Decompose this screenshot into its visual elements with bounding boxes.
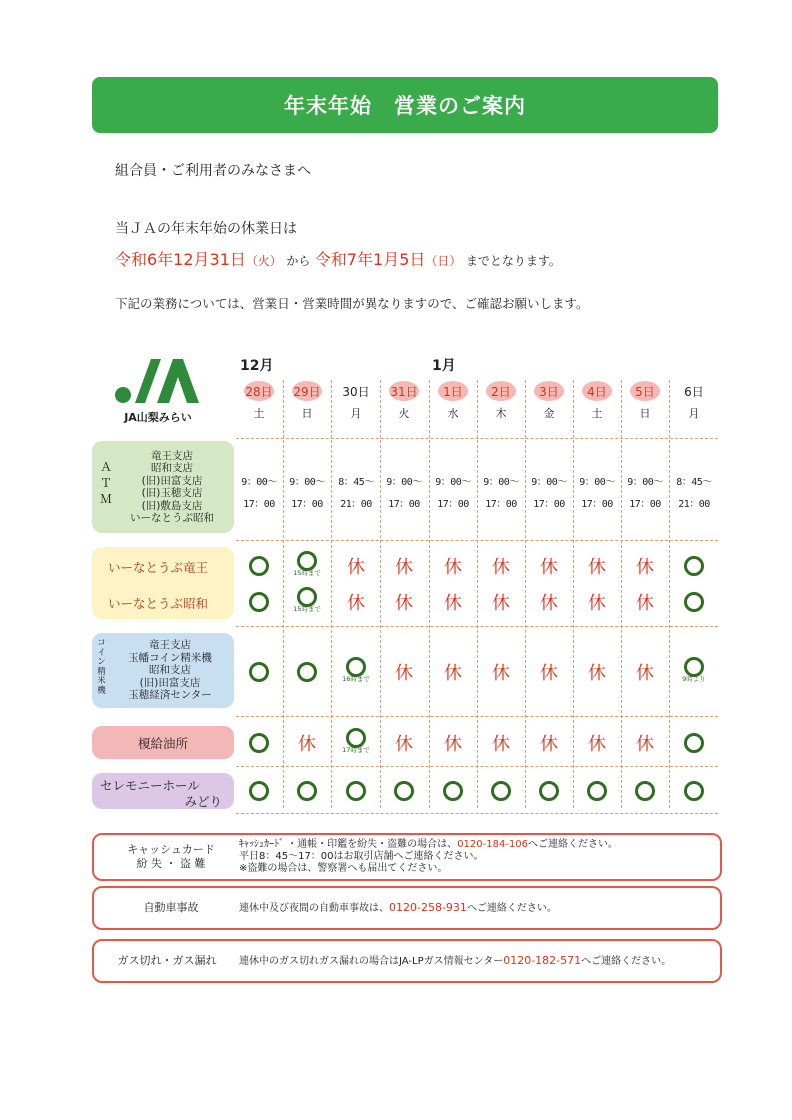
info-box-car: [92, 886, 722, 930]
open-circle-icon: [297, 781, 317, 801]
closed-mark: [479, 660, 523, 684]
atm-open-time: 9：00～: [386, 477, 422, 488]
atm-close-time: 17：00: [243, 499, 275, 510]
atm-open-time: 9：00～: [627, 477, 663, 488]
info-text-pre: 連休中のガス切れガス漏れの場合はJA-LPガス情報センター: [239, 956, 504, 967]
atm-close-time: 17：00: [291, 499, 323, 510]
closed-text: 休: [492, 663, 510, 684]
open-mark: [237, 554, 281, 578]
weekday-cell: 木: [495, 407, 507, 420]
info-tel-gas[interactable]: 0120-182-571: [503, 954, 582, 967]
open-mark: [382, 779, 426, 803]
weekday-cell: 月: [350, 407, 362, 420]
date-cell: 30日: [342, 384, 370, 399]
atm-close-time: 17：00: [533, 499, 565, 510]
hours-note: 15時まで: [293, 605, 321, 613]
info-label-line2: 紛 失 ・ 盗 難: [136, 857, 206, 870]
ceremony-category: [92, 773, 234, 809]
date-cell: 4日: [582, 381, 612, 401]
closed-text: 休: [395, 663, 413, 684]
closed-text: 休: [347, 593, 365, 614]
info-text-post: へご連絡ください。: [466, 903, 557, 914]
atm-open-time: 9：00～: [483, 477, 519, 488]
closed-text: 休: [588, 593, 606, 614]
ceremony-label-2: みどり: [184, 794, 222, 809]
grid-hline: [236, 626, 718, 627]
open-circle-icon: [249, 733, 269, 753]
closed-mark: [623, 731, 667, 755]
open-mark: [623, 779, 667, 803]
grid-hline: [236, 716, 718, 717]
open-mark: [527, 779, 571, 803]
weekday-cell: 土: [591, 407, 603, 420]
closed-mark: [575, 554, 619, 578]
closed-text: 休: [540, 557, 558, 578]
open-mark: [285, 660, 329, 684]
open-circle-icon: [443, 781, 463, 801]
info-label-gas: ガス切れ・ガス漏れ: [117, 954, 217, 967]
date-cell: 2日: [486, 381, 516, 401]
period-conj: から: [286, 254, 311, 268]
atm-close-time: 17：00: [581, 499, 613, 510]
closed-mark: [431, 590, 475, 614]
closed-mark: [431, 731, 475, 755]
rice-branch: 玉幡コイン精米機: [128, 651, 212, 664]
open-mark: [479, 779, 523, 803]
closed-mark: [527, 554, 571, 578]
closed-mark: [334, 590, 378, 614]
closed-text: 休: [444, 593, 462, 614]
intro-line1: 当ＪＡの年末年始の休業日は: [115, 221, 297, 237]
closed-text: 休: [588, 557, 606, 578]
rice-branch-list: [128, 639, 212, 702]
atm-open-time: 9：00～: [241, 477, 277, 488]
closed-mark: [527, 731, 571, 755]
hours-note: 17時まで: [342, 746, 370, 754]
info-text-post: へご連絡ください。: [581, 956, 672, 967]
info-box-cashcard: [92, 833, 722, 881]
closed-mark: [527, 660, 571, 684]
period-end: 令和7年1月5日: [314, 250, 426, 269]
grid-hline: [236, 813, 718, 814]
date-cell: 31日: [389, 381, 419, 401]
weekday-cell: 月: [688, 407, 700, 420]
grid-vline: [477, 380, 478, 808]
rice-branch: 昭和支店: [149, 664, 191, 677]
grid-vline: [669, 380, 670, 808]
closed-mark: [623, 660, 667, 684]
store-label-showa: いーなとうぶ昭和: [108, 596, 209, 611]
date-cell: 29日: [292, 381, 322, 401]
closed-mark: [623, 554, 667, 578]
date-cell: 28日: [244, 381, 274, 401]
closed-mark: [382, 660, 426, 684]
closed-text: 休: [636, 734, 654, 755]
info-text-post: へご連絡ください。: [528, 839, 619, 850]
closed-text: 休: [636, 593, 654, 614]
date-cell: 6日: [684, 384, 704, 399]
closed-text: 休: [540, 593, 558, 614]
open-circle-icon: [684, 592, 704, 612]
closed-mark: [285, 731, 329, 755]
open-circle-icon: [539, 781, 559, 801]
grid-vline: [429, 380, 430, 808]
closed-text: 休: [540, 663, 558, 684]
info-text-line3: ※盗難の場合は、警察署へも届出てください。: [239, 863, 448, 874]
closed-text: 休: [588, 734, 606, 755]
grid-hline: [236, 540, 718, 541]
closed-mark: [527, 590, 571, 614]
period-start-dow: （火）: [245, 254, 282, 268]
grid-vline: [331, 380, 332, 808]
open-circle-icon: [346, 781, 366, 801]
atm-branch: (旧)田富支店: [141, 474, 203, 487]
atm-open-time: 9：00～: [531, 477, 567, 488]
open-mark: [237, 779, 281, 803]
open-mark: [237, 590, 281, 614]
weekday-cell: 金: [543, 407, 555, 420]
info-tel-car[interactable]: 0120-258-931: [389, 901, 467, 914]
weekday-cell: 火: [398, 407, 410, 420]
open-mark: [237, 660, 281, 684]
rice-label: コイン精米機: [97, 638, 106, 696]
atm-branch: 昭和支店: [151, 462, 193, 474]
rice-branch: (旧)田富支店: [139, 676, 201, 689]
weekday-cell: 日: [639, 407, 651, 420]
closed-text: 休: [395, 593, 413, 614]
period-start: 令和6年12月31日: [115, 250, 246, 269]
closed-mark: [334, 554, 378, 578]
intro-line3: 下記の業務については、営業日・営業時間が異なりますので、ご確認お願いします。: [115, 296, 589, 311]
atm-close-time: 21：00: [340, 499, 372, 510]
atm-open-time: 9：00～: [435, 477, 471, 488]
open-mark: [285, 779, 329, 803]
closed-text: 休: [492, 557, 510, 578]
info-text-pre: 連休中及び夜間の自動車事故は、: [239, 903, 389, 914]
closed-text: 休: [540, 734, 558, 755]
open-circle-icon: [635, 781, 655, 801]
closed-mark: [575, 731, 619, 755]
closed-text: 休: [492, 734, 510, 755]
period-end-dow: （日）: [425, 254, 462, 268]
info-text-car: [239, 902, 557, 915]
info-label-car: 自動車事故: [143, 901, 199, 914]
atm-close-time: 17：00: [388, 499, 420, 510]
closed-mark: [575, 660, 619, 684]
info-label-cashcard: [116, 843, 226, 871]
rice-branch: 玉穂経済センター: [128, 689, 212, 702]
open-circle-icon: [249, 592, 269, 612]
fuel-category: 榎給油所: [92, 726, 234, 759]
atm-open-time: 9：00～: [289, 477, 325, 488]
atm-branch: いーなとうぶ昭和: [130, 512, 214, 524]
info-box-gas: [92, 939, 722, 983]
open-circle-icon: [587, 781, 607, 801]
ja-mountain-icon: [113, 355, 203, 405]
greeting: 組合員・ご利用者のみなさまへ: [115, 163, 311, 179]
atm-close-time: 17：00: [485, 499, 517, 510]
grid-vline: [283, 380, 284, 808]
info-text-gas: [239, 955, 671, 968]
closed-mark: [479, 590, 523, 614]
open-mark: [672, 554, 716, 578]
hours-note: 16時まで: [342, 675, 370, 683]
atm-branch: 竜王支店: [151, 449, 193, 462]
open-mark: [672, 731, 716, 755]
open-mark: [237, 731, 281, 755]
date-cell: 1日: [438, 381, 468, 401]
rice-branch: 竜王支店: [149, 639, 191, 652]
atm-close-time: 17：00: [437, 499, 469, 510]
logo-text: JA山梨みらい: [124, 411, 192, 424]
closed-text: 休: [444, 557, 462, 578]
closed-mark: [431, 554, 475, 578]
closed-mark: [382, 554, 426, 578]
open-circle-icon: [684, 781, 704, 801]
closed-text: 休: [492, 593, 510, 614]
hours-note: 9時より: [682, 675, 706, 683]
atm-close-time: 17：00: [629, 499, 661, 510]
open-circle-icon: [249, 556, 269, 576]
open-circle-icon: [491, 781, 511, 801]
store-category: [92, 547, 234, 619]
closed-text: 休: [636, 663, 654, 684]
closure-period: [115, 247, 561, 270]
weekday-cell: 日: [301, 407, 313, 420]
closed-text: 休: [588, 663, 606, 684]
closed-text: 休: [298, 734, 316, 755]
atm-open-time: 8：45～: [676, 477, 712, 488]
period-tail: までとなります。: [465, 254, 561, 268]
weekday-cell: 水: [447, 407, 459, 420]
month-january: 1月: [432, 358, 456, 374]
atm-branch: (旧)玉穂支店: [141, 487, 203, 499]
ja-logo: [113, 355, 203, 424]
open-circle-icon: [684, 556, 704, 576]
closed-text: 休: [636, 557, 654, 578]
info-text-line2: 平日8：45～17：00はお取引店舗へご連絡ください。: [239, 851, 484, 862]
closed-text: 休: [444, 734, 462, 755]
hours-note: 15時まで: [293, 569, 321, 577]
date-cell: 3日: [534, 381, 564, 401]
atm-category: [92, 441, 234, 533]
closed-mark: [479, 731, 523, 755]
page-title: 年末年始 営業のご案内: [92, 77, 718, 133]
atm-label: ＡＴＭ: [100, 460, 113, 506]
open-circle-icon: [249, 781, 269, 801]
open-mark: [672, 590, 716, 614]
closed-text: 休: [444, 663, 462, 684]
open-mark: [431, 779, 475, 803]
grid-vline: [621, 380, 622, 808]
open-circle-icon: [394, 781, 414, 801]
ceremony-label-1: セレモニーホール: [100, 778, 200, 793]
open-circle-icon: [249, 662, 269, 682]
info-label-line1: キャッシュカード: [127, 843, 215, 856]
grid-vline: [573, 380, 574, 808]
atm-open-time: 8：45～: [338, 477, 374, 488]
info-text-pre: ｷｬｯｼｭｶｰﾄﾞ ・通帳・印鑑を紛失・盗難の場合は、: [239, 839, 458, 850]
weekday-cell: 土: [253, 407, 265, 420]
atm-open-time: 9：00～: [579, 477, 615, 488]
info-tel-cashcard[interactable]: 0120-184-106: [457, 839, 529, 850]
closed-text: 休: [395, 557, 413, 578]
closed-text: 休: [395, 734, 413, 755]
closed-mark: [575, 590, 619, 614]
atm-close-time: 21：00: [678, 499, 710, 510]
open-circle-icon: [297, 662, 317, 682]
atm-branch-list: [130, 450, 214, 525]
grid-vline: [525, 380, 526, 808]
store-label-ryuo: いーなとうぶ竜王: [108, 560, 209, 575]
month-december: 12月: [240, 358, 274, 374]
rice-category: [92, 633, 234, 708]
atm-branch: (旧)敷島支店: [141, 499, 203, 512]
date-cell: 5日: [630, 381, 660, 401]
closed-mark: [382, 731, 426, 755]
closed-mark: [431, 660, 475, 684]
info-text-cashcard: [239, 839, 618, 875]
grid-vline: [380, 380, 381, 808]
closed-mark: [479, 554, 523, 578]
grid-hline: [236, 766, 718, 767]
open-mark: [672, 779, 716, 803]
closed-mark: [623, 590, 667, 614]
open-mark: [334, 779, 378, 803]
closed-text: 休: [347, 557, 365, 578]
closed-mark: [382, 590, 426, 614]
open-mark: [575, 779, 619, 803]
grid-hline: [236, 438, 718, 439]
open-circle-icon: [684, 733, 704, 753]
